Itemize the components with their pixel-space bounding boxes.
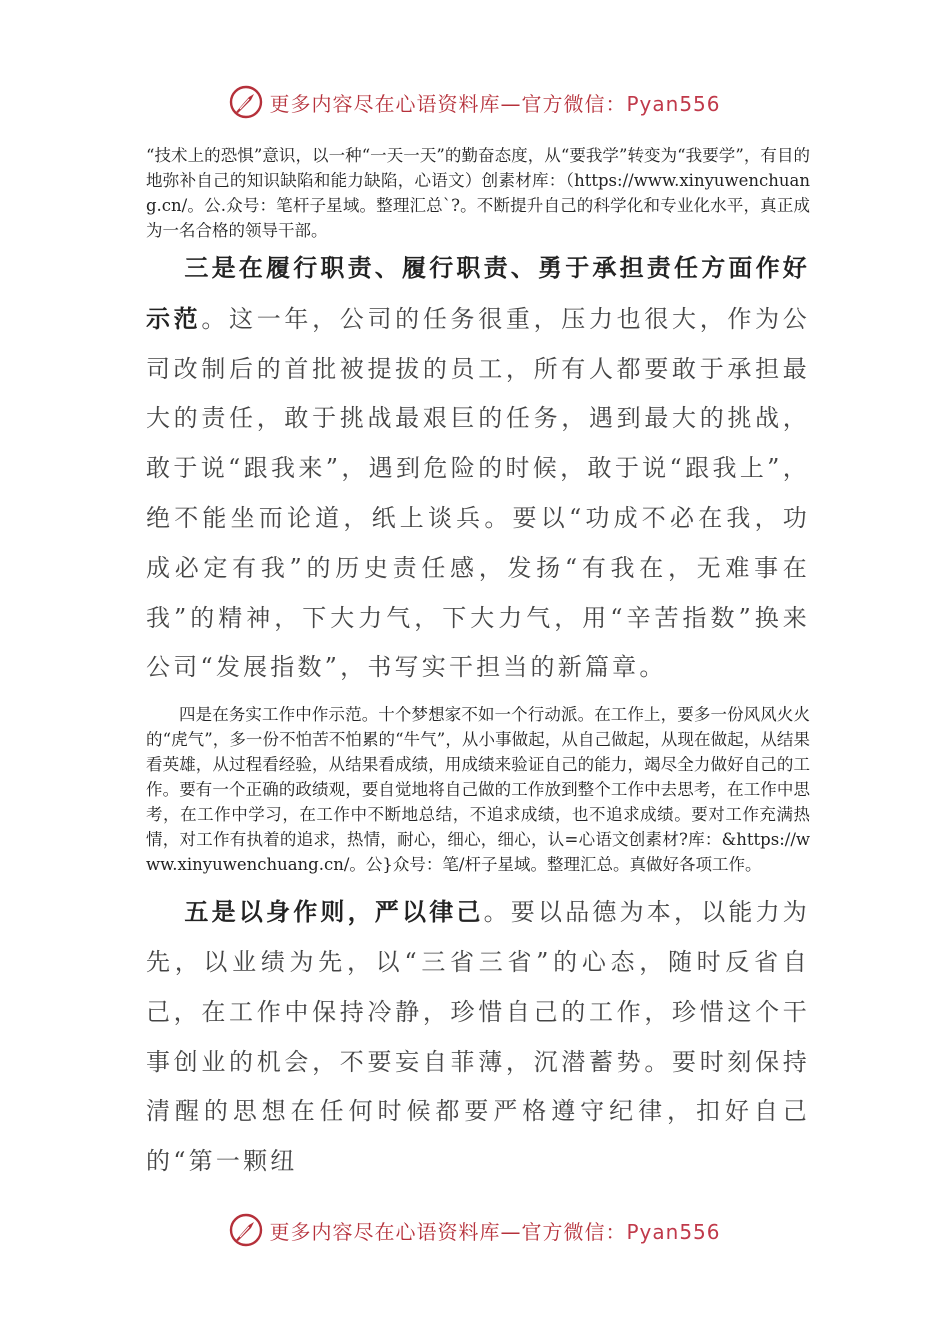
- paragraph-2-body: 。这一年，公司的任务很重，压力也很大，作为公司改制后的首批被提拔的员工，所有人都要敢于承担最大的责任，敢于挑战最艰巨的任务，遇到最大的挑战，敢于说“跟我来”，遇到危险的时候，敢于说“跟我上”，绝不能坐而论道，纸上谈兵。要以“功成不必在我，功成必定有我”的历史责任感，发扬“有我在，无难事在我”的精神，下大力气，下大力气，用“辛苦指数”换来公司“发展指数”，书写实干担当的新篇章。: [146, 304, 810, 682]
- paragraph-2: [146, 243, 810, 693]
- footer-banner: [0, 1210, 950, 1250]
- paragraph-4-heading: 五是以身作则，严以律己: [184, 897, 484, 927]
- header-banner: [0, 82, 950, 122]
- pen-nib-logo-icon: [229, 85, 263, 119]
- paragraph-3: 四是在务实工作中作示范。十个梦想家不如一个行动派。在工作上，要多一份风风火火的“虎气”，多一份不怕苦不怕累的“牛气”，从小事做起，从自己做起，从现在做起，从结果看英雄，从过程看经验，从结果看成绩，用成绩来验证自己的能力，竭尽全力做好自己的工作。要有一个正确的政绩观，要自觉地将自己做的工作放到整个工作中去思考，在工作中思考，在工作中学习，在工作中不断地总结，不追求成绩，也不追求成绩。要对工作充满热情，对工作有执着的追求，热情，耐心，细心，细心，认=心语文创素材?库：&https://www.xinyuwenchuang.cn/。公}众号：笔/杆子星域。整理汇总。真做好各项工作。: [146, 705, 810, 875]
- paragraph-4: [146, 887, 810, 1187]
- paragraph-4-body: 。要以品德为本，以能力为先，以业绩为先，以“三省三省”的心态，随时反省自己，在工作中保持冷静，珍惜自己的工作，珍惜这个干事创业的机会，不要妄自菲薄，沉潜蓄势。要时刻保持清醒的思想在任何时候都要严格遵守纪律，扣好自己的“第一颗纽: [146, 898, 810, 1176]
- document-body: [146, 143, 810, 1189]
- wechat-id: Pyan556: [626, 91, 721, 116]
- wechat-id: Pyan556: [626, 1219, 721, 1244]
- banner-text: 更多内容尽在心语资料库—官方微信：Pyan556: [269, 91, 721, 116]
- banner-text: 更多内容尽在心语资料库—官方微信：Pyan556: [269, 1219, 721, 1244]
- paragraph-1: “技术上的恐惧”意识，以一种“一天一天”的勤奋态度，从“要我学”转变为“我要学”，有目的地弥补自己的知识缺陷和能力缺陷，心语文）创素材库：（https://www.xinyuwenchuang.cn/。公.众号：笔杆子星域。整理汇总`?。不断提升自己的科学化和专业化水平，真正成为一名合格的领导干部。: [146, 146, 810, 240]
- pen-nib-logo-icon: [229, 1213, 263, 1247]
- paragraph-2-heading: 三是在履行职责、履行职责、勇于承担责任方面作好示范: [146, 253, 810, 333]
